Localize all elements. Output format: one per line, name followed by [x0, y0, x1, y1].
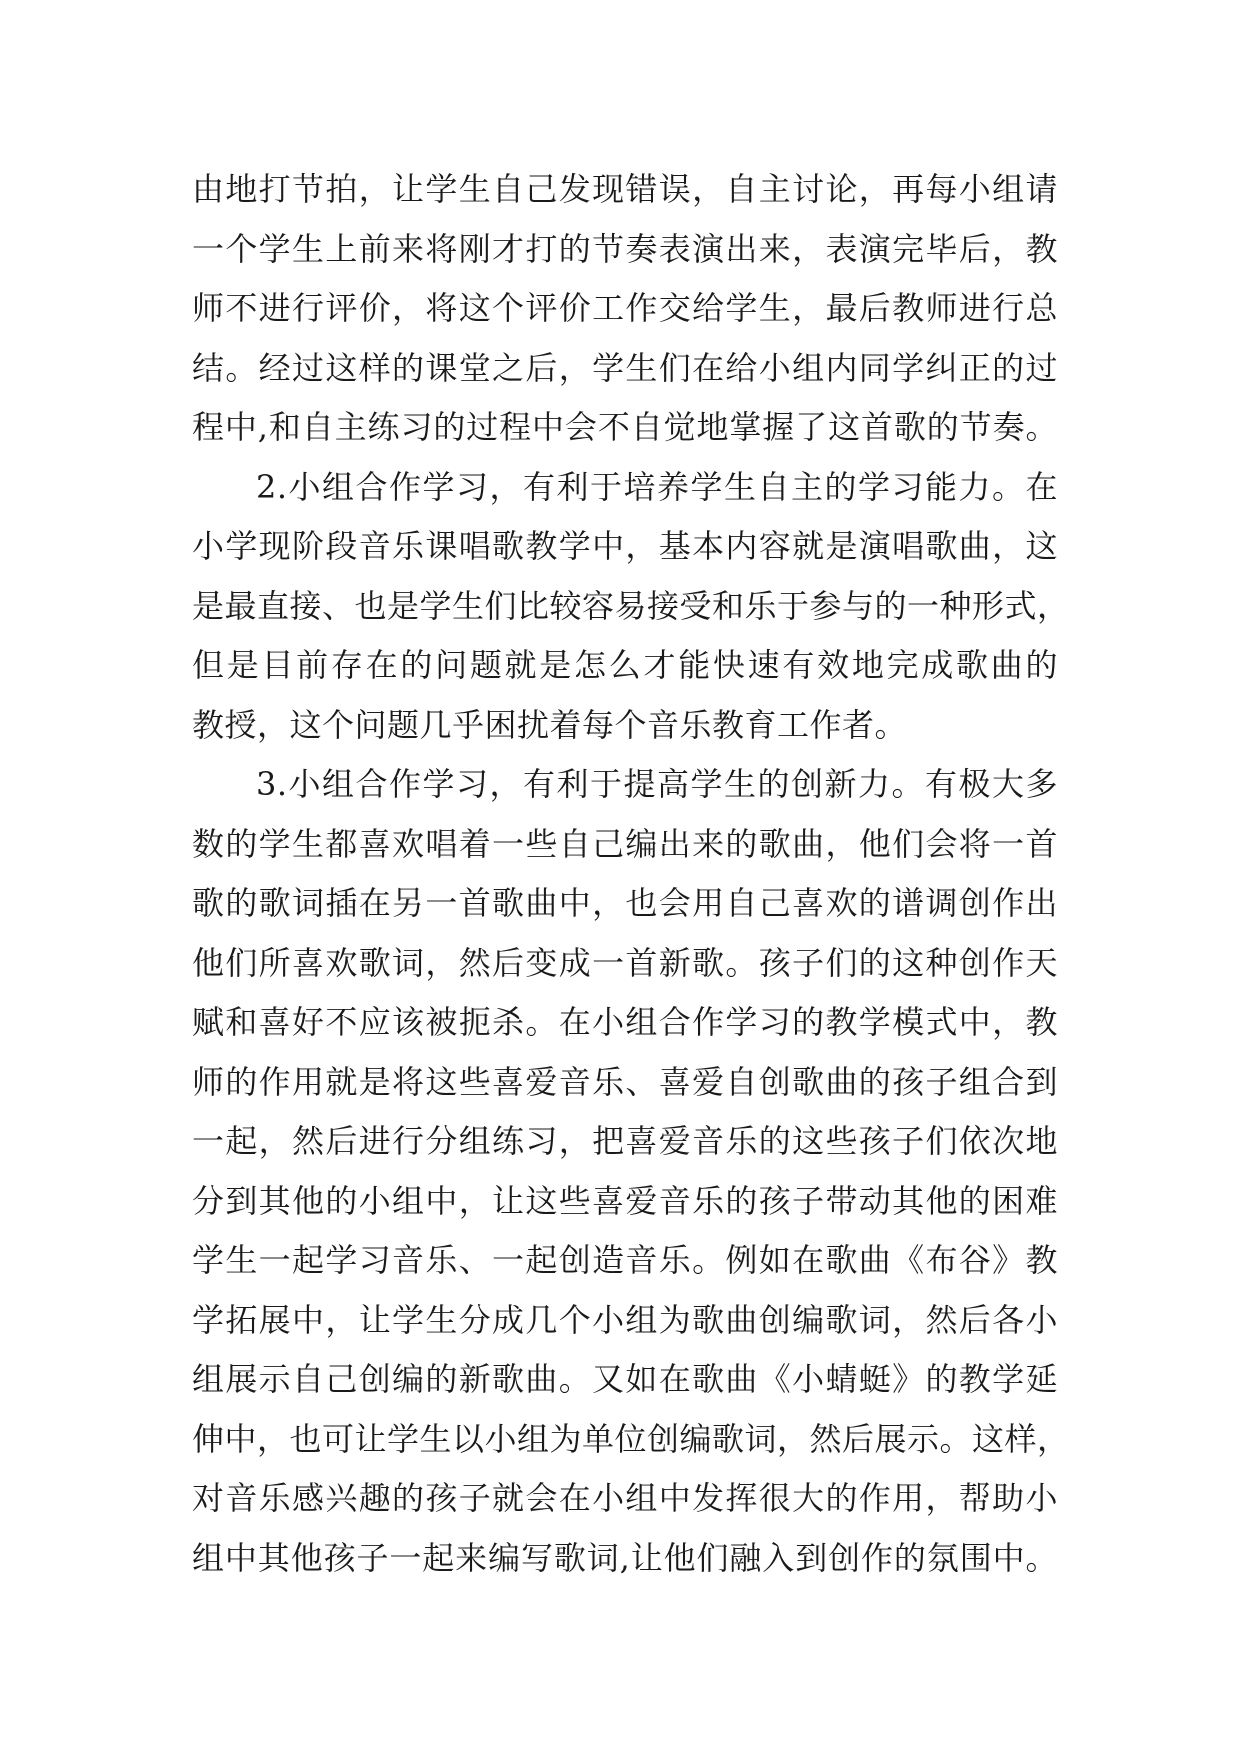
text-line: 学生一起学习音乐、一起创造音乐。例如在歌曲《布谷》教: [192, 1241, 1058, 1279]
paragraph-3-first-line: 3.小组合作学习，有利于提高学生的创新力。有极大多: [256, 765, 1058, 803]
document-body: [192, 160, 1070, 1588]
text-line: 对音乐感兴趣的孩子就会在小组中发挥很大的作用，帮助小: [192, 1479, 1058, 1517]
text-line: 分到其他的小组中，让这些喜爱音乐的孩子带动其他的困难: [192, 1181, 1058, 1220]
text-line: 结。经过这样的课堂之后，学生们在给小组内同学纠正的过: [192, 348, 1058, 387]
text-line: 组中其他孩子一起来编写歌词,让他们融入到创作的氛围中。: [192, 1538, 1058, 1577]
text-line: 小学现阶段音乐课唱歌教学中，基本内容就是演唱歌曲，这: [192, 527, 1058, 565]
text-line: 由地打节拍，让学生自己发现错误，自主讨论，再每小组请: [192, 170, 1058, 208]
text-line: 组展示自己创编的新歌曲。又如在歌曲《小蜻蜓》的教学延: [192, 1360, 1058, 1398]
text-line: 数的学生都喜欢唱着一些自己编出来的歌曲，他们会将一首: [192, 824, 1058, 863]
text-line: 他们所喜欢歌词，然后变成一首新歌。孩子们的这种创作天: [192, 943, 1058, 982]
text-line: 师不进行评价，将这个评价工作交给学生，最后教师进行总: [192, 289, 1058, 327]
text-line: 是最直接、也是学生们比较容易接受和乐于参与的一种形式，: [192, 586, 1070, 625]
text-line: 教授，这个问题几乎困扰着每个音乐教育工作者。: [192, 705, 908, 744]
text-line: 歌的歌词插在另一首歌曲中，也会用自己喜欢的谱调创作出: [192, 884, 1058, 922]
text-line: 赋和喜好不应该被扼杀。在小组合作学习的教学模式中，教: [192, 1003, 1058, 1041]
text-line: 一个学生上前来将刚才打的节奏表演出来，表演完毕后，教: [192, 229, 1058, 268]
paragraph-2-first-line: 2.小组合作学习，有利于培养学生自主的学习能力。在: [256, 467, 1058, 506]
text-line: 但是目前存在的问题就是怎么才能快速有效地完成歌曲的: [192, 646, 1058, 684]
text-line: 伸中，也可让学生以小组为单位创编歌词，然后展示。这样，: [192, 1419, 1070, 1458]
text-line: 学拓展中，让学生分成几个小组为歌曲创编歌词，然后各小: [192, 1300, 1058, 1339]
text-line: 师的作用就是将这些喜爱音乐、喜爱自创歌曲的孩子组合到: [192, 1062, 1058, 1101]
text-line: 一起，然后进行分组练习，把喜爱音乐的这些孩子们依次地: [192, 1122, 1058, 1160]
text-line: 程中,和自主练习的过程中会不自觉地掌握了这首歌的节奏。: [192, 408, 1058, 446]
